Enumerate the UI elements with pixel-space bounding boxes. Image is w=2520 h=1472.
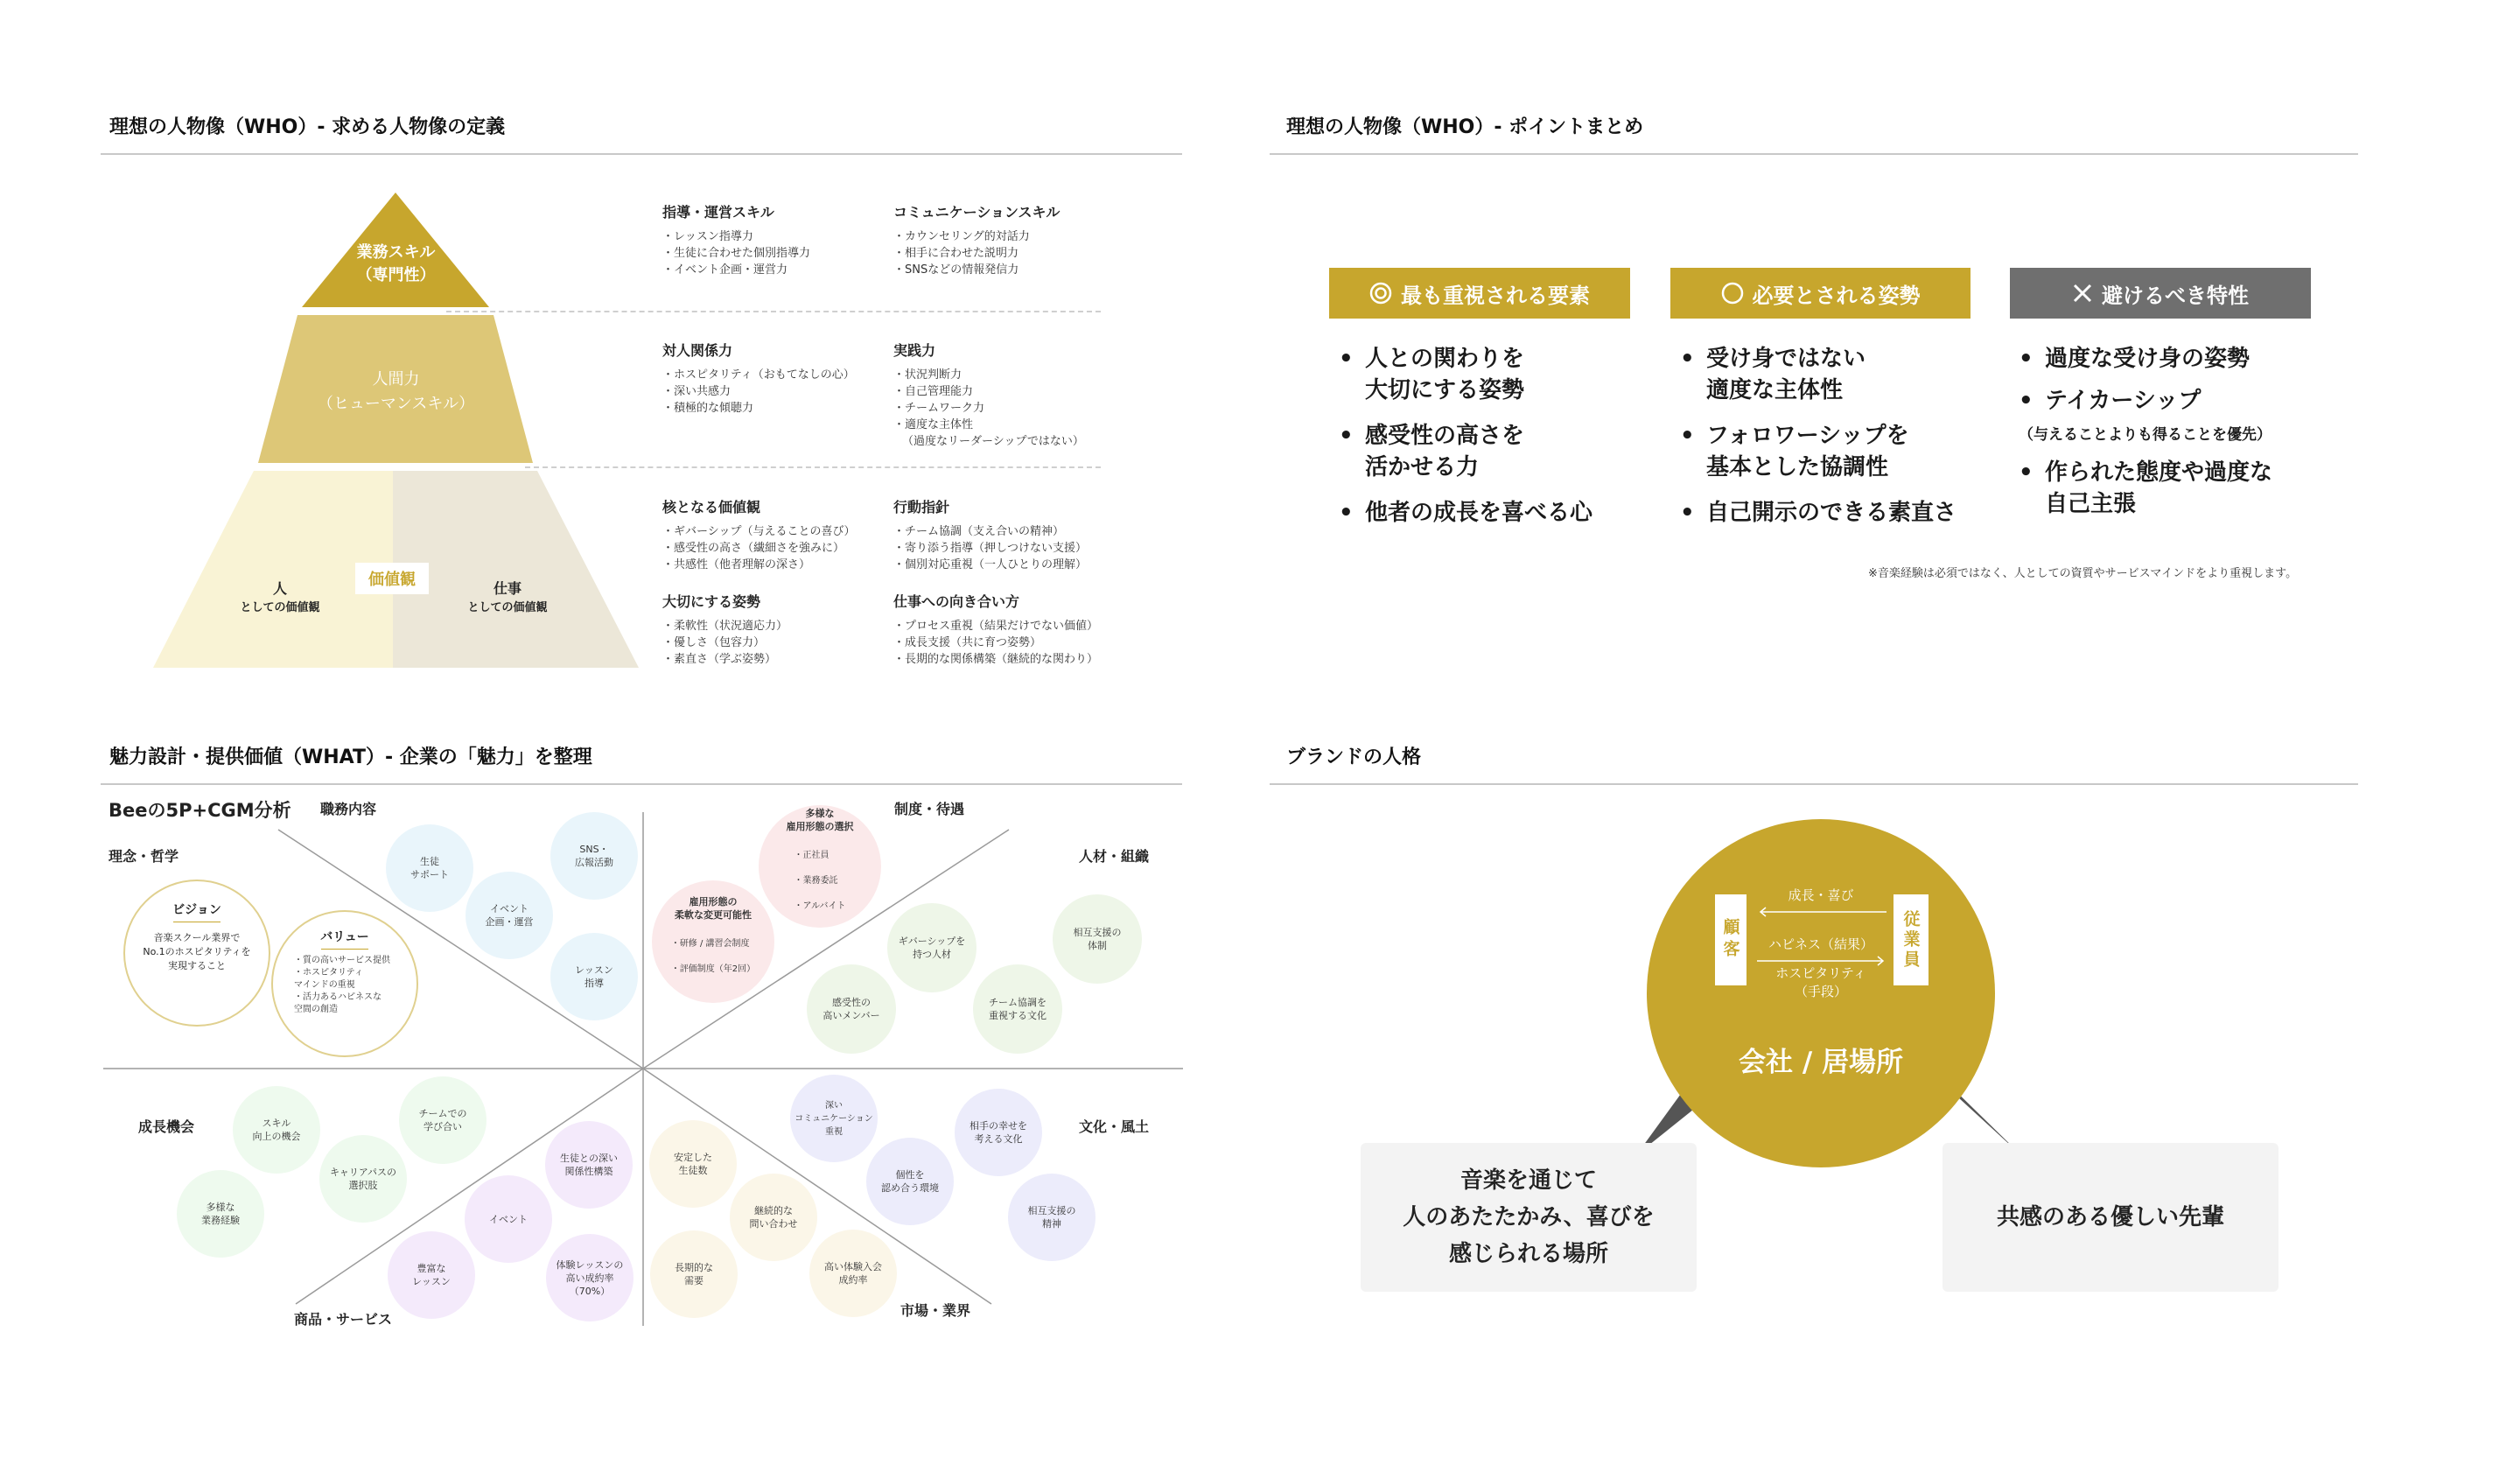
priority-list — [1339, 343, 1592, 543]
skill-block — [662, 201, 810, 278]
circle-title: 雇用形態の 柔軟な変更可能性 — [675, 895, 752, 921]
list-item: • 受け身ではない 適度な主体性 — [1680, 346, 1866, 403]
topic-circle: イベント 企画・運営 — [466, 872, 553, 959]
topic-circle: 継続的な 問い合わせ — [730, 1174, 817, 1261]
list-item: ・ アルバイト — [794, 901, 846, 913]
block-list — [893, 228, 1060, 278]
list-item: ・ 優しさ（包容力） — [662, 634, 788, 651]
list-item: ・ 相手に合わせた説明力 — [893, 245, 1060, 262]
skill-block — [893, 496, 1087, 573]
list-item: ・ 柔軟性（状況適応力） — [662, 618, 788, 634]
circle-title: 多様な 雇用形態の選択 — [786, 808, 854, 832]
list-item: ・ 長期的な関係構築（継続的な関わり） — [893, 651, 1098, 668]
pyramid-top-label: 業務スキル （専門性） — [356, 243, 436, 284]
list-item: ・ 正社員 — [794, 850, 846, 862]
topic-circle: 多様な 業務経験 — [177, 1170, 264, 1258]
who-points-title: 理想の人物像（WHO）- ポイントまとめ — [1286, 116, 1644, 138]
topic-circle: レッスン 指導 — [550, 933, 638, 1020]
list-item: ・ 生徒に合わせた個別指導力 — [662, 245, 810, 262]
block-list — [893, 367, 1084, 433]
list-item: • 自己開示のできる素直さ — [1680, 500, 1957, 526]
circle-list — [671, 925, 755, 989]
cross-icon — [2072, 283, 2093, 304]
list-item: • 感受性の高さを 活かせる力 — [1339, 423, 1525, 480]
topic-circle: 体験レッスンの 高い成約率 （70%） — [546, 1234, 634, 1321]
topic-circle: 相互支援の 精神 — [1008, 1174, 1096, 1261]
topic-circle: 深い コミュニケーション 重視 — [790, 1075, 878, 1162]
skill-block — [893, 340, 1084, 450]
list-item: ・ 活力あるハピネスな 空間の創造 — [294, 992, 416, 1016]
block-list — [662, 618, 788, 668]
title-divider — [101, 153, 1182, 155]
block-heading: 核となる価値観 — [662, 499, 761, 515]
title-divider — [1270, 153, 2358, 155]
list-item: ・ 寄り添う指導（押しつけない支援） — [893, 540, 1087, 557]
skill-block — [893, 591, 1098, 668]
list-item: • 過度な受け身の姿勢 — [2019, 346, 2250, 372]
list-item: ・ 状況判断力 — [893, 367, 1084, 383]
column-header-label: 最も重視される要素 — [1401, 283, 1590, 308]
list-item: ・ チーム協調（支え合いの精神） — [893, 523, 1087, 540]
block-heading: 指導・運営スキル — [662, 204, 774, 221]
list-item: ・ 成長支援（共に育つ姿勢） — [893, 634, 1098, 651]
block-heading: 実践力 — [893, 342, 936, 359]
person-values-label — [214, 578, 346, 614]
list-item: ・ ホスピタリティ マインドの重視 — [294, 967, 416, 992]
divider-dashed — [525, 466, 1101, 468]
arrow-growth-label: 成長・喜び — [1788, 887, 1854, 903]
brand-title: ブランドの人格 — [1286, 747, 1422, 768]
label-job: 職務内容 — [320, 801, 377, 817]
vision-title: ビジョン — [172, 903, 221, 917]
list-item: ・ イベント企画・運営力 — [662, 262, 810, 278]
column-header-required — [1670, 268, 1970, 319]
label-culture: 文化・風土 — [1079, 1118, 1150, 1135]
block-heading: コミュニケーションスキル — [893, 204, 1060, 221]
person-sub: としての価値観 — [240, 601, 320, 614]
topic-circle: イベント — [465, 1175, 552, 1263]
column-header-priority — [1329, 268, 1630, 319]
list-item: ・ カウンセリング的対話力 — [893, 228, 1060, 245]
list-item: • テイカーシップ （与えることよりも得ることを優先） — [2019, 388, 2272, 444]
arrow-happiness-label: ハピネス（結果） — [1768, 936, 1873, 952]
flex-employment-circle — [652, 880, 774, 1003]
employment-circle — [759, 805, 881, 928]
topic-circle: 生徒 サポート — [386, 824, 473, 912]
customer-badge: 顧客 — [1715, 894, 1746, 985]
column-header-avoid — [2010, 268, 2311, 319]
skill-block — [893, 201, 1060, 278]
footnote: ※音楽経験は必須ではなく、人としての資質やサービスマインドをより重視します。 — [1868, 567, 2298, 580]
topic-circle: チームでの 学び合い — [399, 1076, 486, 1164]
list-item: ・ プロセス重視（結果だけでない価値） — [893, 618, 1098, 634]
brand-box-senior: 共感のある優しい先輩 — [1942, 1143, 2278, 1292]
list-item: ・ 深い共感力 — [662, 383, 855, 400]
topic-circle: ギバーシップを 持つ人材 — [887, 903, 976, 992]
topic-circle: 生徒との深い 関係性構築 — [545, 1121, 633, 1209]
block-list — [662, 523, 856, 573]
label-market: 市場・業界 — [900, 1302, 971, 1319]
value-list — [273, 955, 416, 1016]
block-list — [893, 618, 1098, 668]
work-values-label — [442, 578, 573, 614]
brand-box-place: 音楽を通じて 人のあたたかみ、喜びを 感じられる場所 — [1361, 1143, 1697, 1292]
block-heading: 仕事への向き合い方 — [893, 593, 1020, 610]
block-heading: 対人関係力 — [662, 342, 733, 359]
values-badge: 価値観 — [355, 563, 429, 594]
block-list — [893, 523, 1087, 573]
company-label: 会社 / 居場所 — [1739, 1047, 1903, 1078]
list-item: ・ 質の高いサービス提供 — [294, 955, 416, 967]
value-circle — [271, 910, 418, 1057]
who-definition-title: 理想の人物像（WHO）- 求める人物像の定義 — [109, 116, 506, 138]
skill-block — [662, 340, 855, 417]
list-item: ・ 素直さ（学ぶ姿勢） — [662, 651, 788, 668]
topic-circle: 相手の幸せを 考える文化 — [955, 1089, 1042, 1176]
list-item: • 他者の成長を喜べる心 — [1339, 500, 1593, 526]
double-circle-icon — [1369, 282, 1392, 305]
title-divider — [1270, 783, 2358, 785]
list-item: ・ 個別対応重視（一人ひとりの理解） — [893, 557, 1087, 573]
list-item: ・ 積極的な傾聴力 — [662, 400, 855, 417]
what-title: 魅力設計・提供価値（WHAT）- 企業の「魅力」を整理 — [109, 747, 592, 768]
title-divider — [101, 783, 1182, 785]
arrow-left-icon — [1757, 907, 1886, 917]
skill-block — [662, 496, 856, 573]
list-item: ・ 業務委託 — [794, 875, 846, 887]
topic-circle: キャリアパスの 選択肢 — [319, 1135, 407, 1223]
column-header-label: 避けるべき特性 — [2102, 283, 2249, 308]
topic-circle: 個性を 認め合う環境 — [866, 1138, 954, 1225]
person-label: 人 — [272, 580, 287, 597]
skill-block — [662, 591, 788, 668]
employee-badge: 従業員 — [1894, 894, 1928, 985]
topic-circle: SNS・ 広報活動 — [550, 812, 638, 900]
work-label: 仕事 — [493, 580, 522, 597]
label-growth: 成長機会 — [138, 1118, 195, 1135]
topic-circle: チーム協調を 重視する文化 — [973, 964, 1062, 1054]
column-header-label: 必要とされる姿勢 — [1752, 283, 1921, 308]
list-item: ・ 感受性の高さ（繊細さを強みに） — [662, 540, 856, 557]
list-item: • 作られた態度や過度な 自己主張 — [2019, 459, 2273, 517]
topic-circle: 感受性の 高いメンバー — [807, 964, 896, 1054]
required-list — [1680, 343, 1956, 543]
value-title: バリュー — [320, 930, 369, 944]
block-heading: 大切にする姿勢 — [662, 593, 761, 610]
block-list — [662, 367, 855, 417]
block-note: （過度なリーダーシップではない） — [902, 435, 1084, 448]
label-product: 商品・サービス — [294, 1311, 393, 1328]
list-item: ・ SNSなどの情報発信力 — [893, 262, 1060, 278]
circle-icon — [1721, 282, 1744, 305]
work-sub: としての価値観 — [467, 601, 548, 614]
list-item: ・ 共感性（他者理解の深さ） — [662, 557, 856, 573]
underline — [321, 949, 368, 950]
topic-circle: 高い体験入会 成約率 — [809, 1230, 897, 1317]
list-item: • 人との関わりを 大切にする姿勢 — [1339, 346, 1525, 403]
divider-dashed — [446, 311, 1101, 312]
list-item: ・ 評価制度（年2回） — [671, 964, 755, 976]
list-item: ・ 適度な主体性 — [893, 417, 1084, 433]
list-item: ・ ギバーシップ（与えることの喜び） — [662, 523, 856, 540]
topic-circle: 相互支援の 体制 — [1053, 894, 1142, 984]
vision-body: 音楽スクール業界で No.1のホスピタリティを 実現すること — [143, 932, 251, 971]
list-item: ・ 自己管理能力 — [893, 383, 1084, 400]
label-philosophy: 理念・哲学 — [108, 848, 179, 865]
topic-circle: スキル 向上の機会 — [233, 1086, 320, 1174]
list-item: • フォロワーシップを 基本とした協調性 — [1680, 423, 1909, 480]
skills-pyramid — [153, 193, 639, 668]
pyramid-mid-label: 人間力 （ヒューマンスキル） — [317, 370, 475, 413]
topic-circle: 長期的な 需要 — [650, 1230, 738, 1318]
topic-circle: 豊富な レッスン — [388, 1231, 475, 1319]
circle-list — [794, 837, 846, 926]
analysis-subtitle: Beeの5P+CGM分析 — [108, 800, 291, 821]
list-item: ・ チームワーク力 — [893, 400, 1084, 417]
label-people: 人材・組織 — [1079, 848, 1150, 865]
list-item: ・ 研修 / 講習会制度 — [671, 938, 755, 950]
topic-circle: 安定した 生徒数 — [649, 1120, 737, 1208]
hospitality-label: ホスピタリティ （手段） — [1775, 965, 1866, 999]
list-item: ・ ホスピタリティ（おもてなしの心） — [662, 367, 855, 383]
block-heading: 行動指針 — [893, 499, 950, 515]
label-system: 制度・待遇 — [894, 801, 965, 817]
vision-circle — [123, 880, 270, 1027]
avoid-list — [2019, 343, 2272, 534]
list-item: ・ レッスン指導力 — [662, 228, 810, 245]
block-list — [662, 228, 810, 278]
